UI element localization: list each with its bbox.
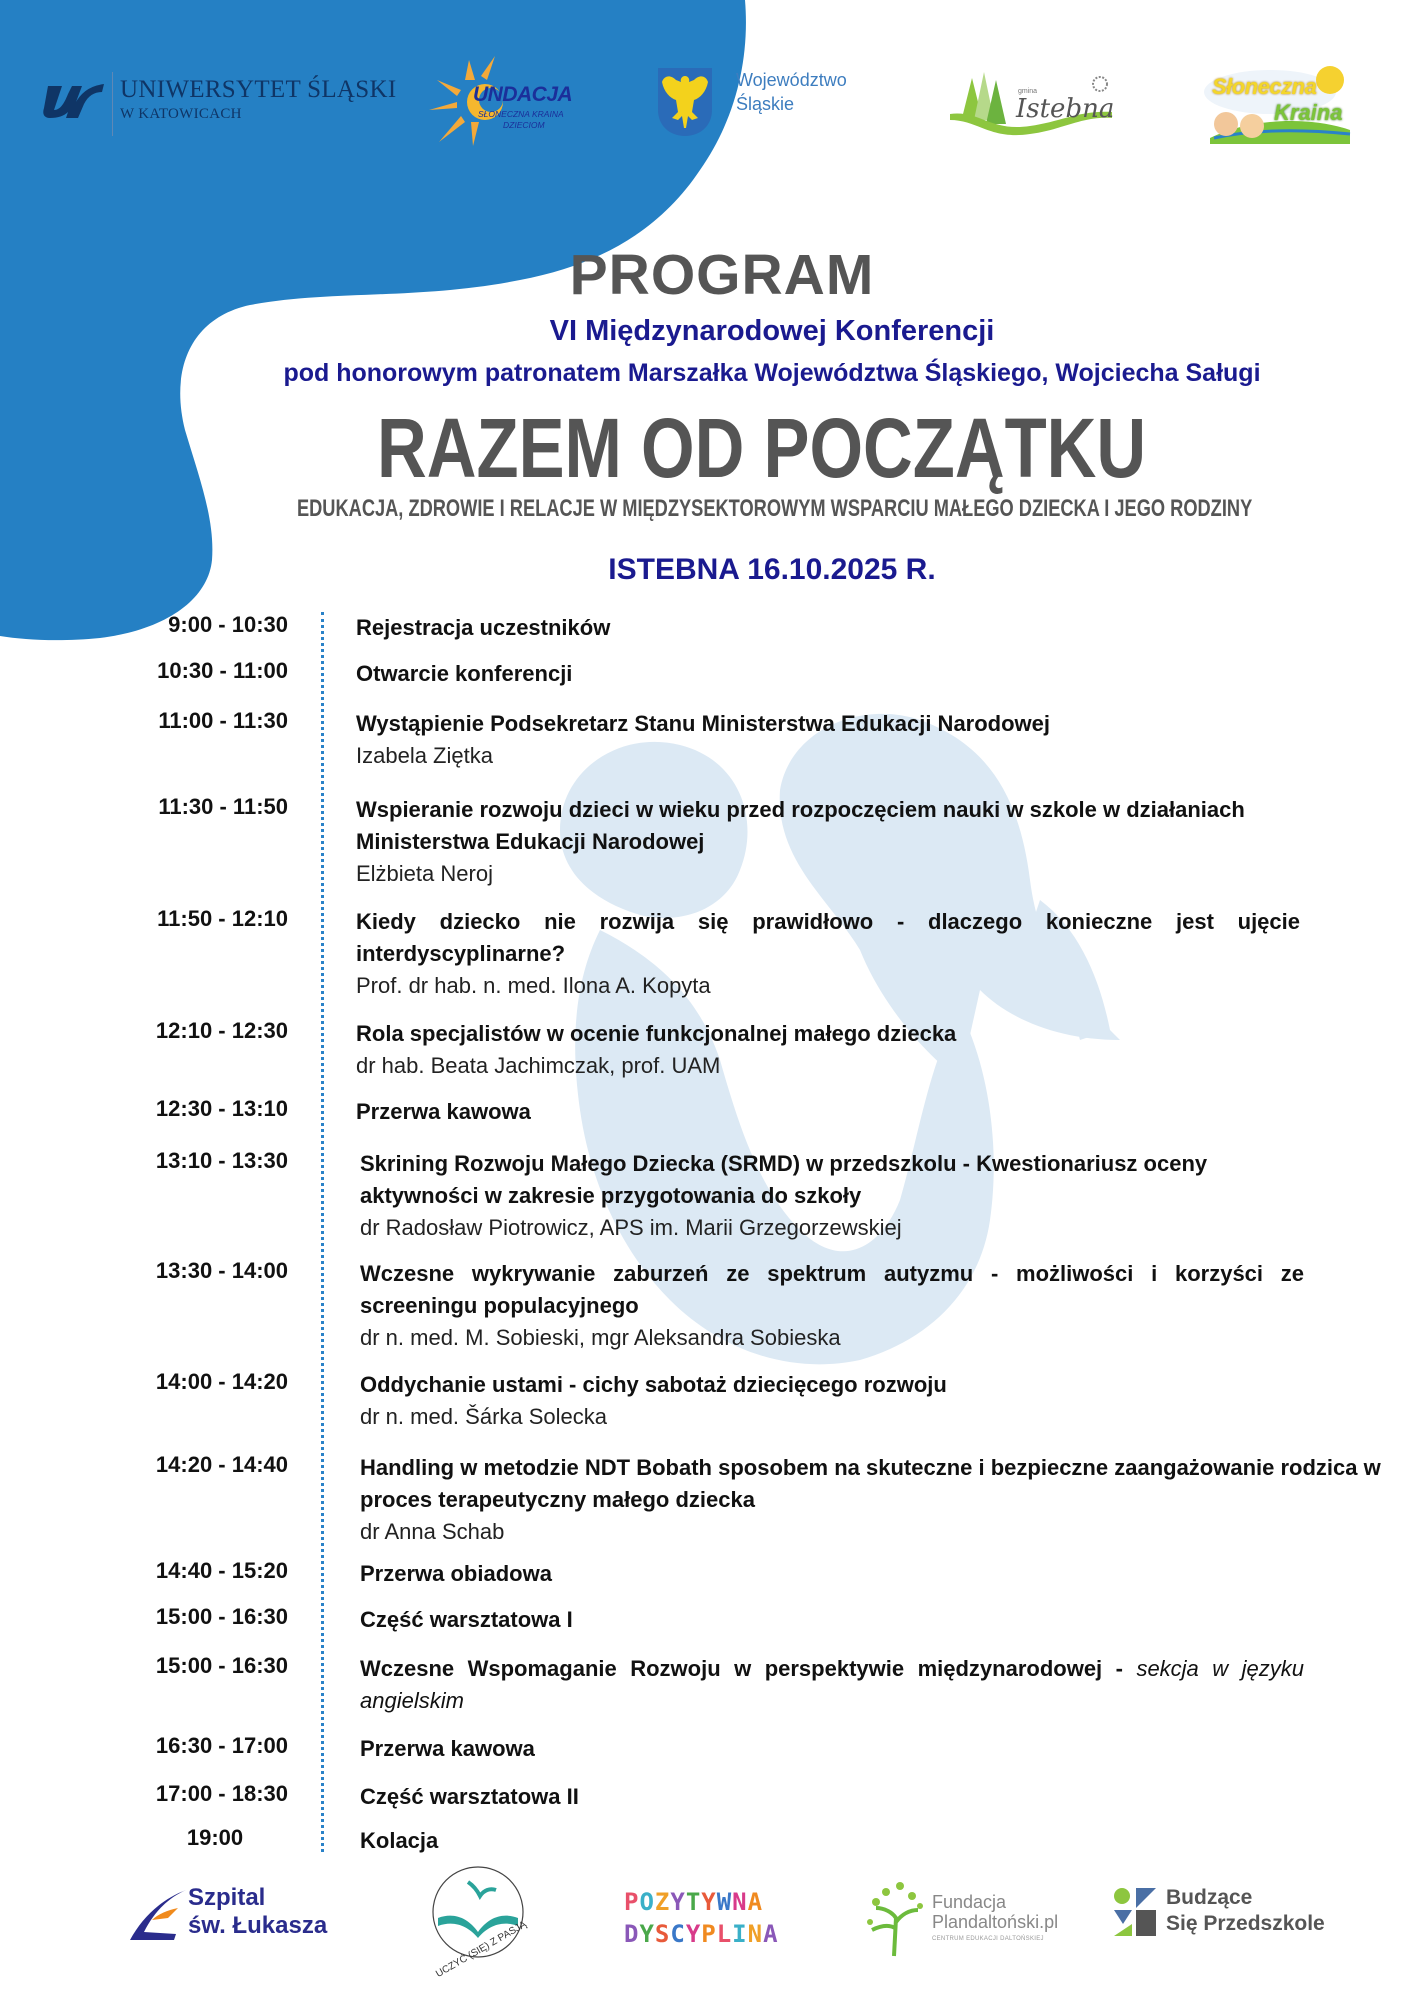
schedule-time: 11:00 - 11:30 <box>158 708 288 733</box>
schedule-time: 11:50 - 12:10 <box>157 906 288 931</box>
schedule-topic: Rola specjalistów w ocenie funkcjonalnej małego dziecka <box>356 1021 957 1046</box>
logo-letter: N <box>732 1888 748 1916</box>
logo-letter: A <box>747 1888 764 1916</box>
logo-letter: Z <box>654 1888 671 1916</box>
plandaltonski-logo <box>862 1878 1062 1958</box>
schedule-time: 11:30 - 11:50 <box>158 794 288 819</box>
logo-letter: N <box>747 1920 764 1948</box>
program-heading: PROGRAM <box>569 243 875 307</box>
logo-letter: C <box>670 1920 686 1948</box>
conference-tagline: EDUKACJA, ZDROWIE I RELACJE W MIĘDZYSEKTOROWYM WSPARCIU MAŁEGO DZIECKA I JEGO RODZINY <box>296 495 1253 522</box>
schedule-speaker: dr Radosław Piotrowicz, APS im. Marii Grzegorzewskiej <box>360 1215 902 1240</box>
pozytywna-text <box>624 1888 763 1916</box>
schedule-time: 17:00 - 18:30 <box>155 1781 288 1806</box>
place-and-date: ISTEBNA 16.10.2025 R. <box>608 553 936 586</box>
budzace-title-2: Się Przedszkole <box>1166 1912 1325 1935</box>
plandaltonski-title: Fundacja <box>932 1892 1007 1912</box>
pozytywna-dyscyplina-logo <box>620 1884 800 1954</box>
sloneczna-title: Słoneczna <box>1212 74 1317 99</box>
university-emblem-icon <box>42 80 104 120</box>
schedule-time: 15:00 - 16:30 <box>155 1604 288 1629</box>
dyscyplina-text <box>624 1920 779 1948</box>
budzace-sie-przedszkole-logo <box>1112 1884 1342 1944</box>
schedule-time: 19:00 <box>186 1825 244 1850</box>
dyscyplina-letters <box>624 1920 779 1948</box>
istebna-commune-logo <box>950 70 1130 140</box>
foundation-title: UNDACJA <box>473 83 573 106</box>
geometric-blocks-icon <box>1112 1886 1158 1938</box>
patronage-subtitle: pod honorowym patronatem Marszałka Województwa Śląskiego, Wojciecha Saługi <box>283 359 1261 387</box>
schedule-time: 13:30 - 14:00 <box>155 1258 288 1283</box>
schedule-topic: Przerwa kawowa <box>360 1736 535 1761</box>
uczyc-z-pasja-logo <box>428 1862 529 1980</box>
schedule-topic: Część warsztatowa I <box>360 1607 573 1632</box>
schedule-time: 10:30 - 11:00 <box>157 658 288 683</box>
sloneczna-kraina-logo <box>1200 58 1360 148</box>
schedule-topic: Wystąpienie Podsekretarz Stanu Ministerstwa Edukacji Narodowej <box>356 711 1051 736</box>
schedule-time: 16:30 - 17:00 <box>155 1733 288 1758</box>
timeline-divider <box>321 612 324 1852</box>
hospital-name-2: św. Łukasza <box>188 1912 328 1939</box>
st-luke-hospital-logo <box>128 1882 348 1952</box>
foundation-subtitle: SŁONECZNA KRAINA <box>478 109 564 119</box>
conference-title: RAZEM OD POCZĄTKU <box>377 401 1147 495</box>
logo-letter: W <box>716 1888 733 1916</box>
logo-letter: A <box>763 1920 779 1948</box>
logo-letter: P <box>701 1920 717 1948</box>
istebna-gmina-label: gmina <box>1018 88 1038 95</box>
schedule-topic <box>360 1653 1304 1717</box>
hospital-emblem-icon <box>128 1888 186 1940</box>
schedule-topic: Część warsztatowa II <box>360 1784 579 1809</box>
budzace-title: Budzące <box>1166 1886 1253 1909</box>
foundation-logo <box>425 50 585 150</box>
logo-letter: T <box>685 1888 702 1916</box>
logo-letter: Y <box>670 1888 686 1916</box>
logo-letter: L <box>716 1920 733 1948</box>
foundation-subtitle-2: DZIECIOM <box>503 120 545 130</box>
schedule-topic: Oddychanie ustami - cichy sabotaż dziecięcego rozwoju <box>360 1372 947 1397</box>
schedule-topic: Handling w metodzie NDT Bobath sposobem na skuteczne i bezpieczne zaangażowanie rodzica w proces terapeutyczny małego dziecka <box>360 1455 1381 1512</box>
logo-divider <box>112 72 113 136</box>
logo-letter: Y <box>639 1920 655 1948</box>
hospital-name: Szpital <box>188 1884 266 1911</box>
schedule-time: 14:00 - 14:20 <box>155 1369 288 1394</box>
logo-letter: Y <box>685 1920 702 1948</box>
logo-letter: D <box>624 1920 640 1948</box>
university-city: W KATOWICACH <box>120 106 242 122</box>
schedule-topic: Skrining Rozwoju Małego Dziecka (SRMD) w przedszkolu - Kwestionariusz oceny aktywności w zakresie przygotowania do szkoły <box>360 1151 1208 1208</box>
schedule-time: 9:00 - 10:30 <box>168 612 288 637</box>
schedule-speaker: dr hab. Beata Jachimczak, prof. UAM <box>356 1053 721 1078</box>
schedule-topic: Kolacja <box>360 1828 439 1853</box>
schedule-speaker: dr n. med. Šárka Solecka <box>360 1404 608 1429</box>
silesian-voivodeship-logo <box>656 66 866 146</box>
logo-letter: S <box>654 1920 671 1948</box>
plandaltonski-tagline: CENTRUM EDUKACJI DALTOŃSKIEJ <box>932 1936 1044 1942</box>
schedule-speaker: Izabela Ziętka <box>356 743 493 768</box>
schedule-speaker: dr Anna Schab <box>360 1519 505 1544</box>
schedule-time: 13:10 - 13:30 <box>155 1148 288 1173</box>
university-of-silesia-logo <box>42 72 397 138</box>
pozytywna-letters <box>624 1888 763 1916</box>
schedule-topic: Przerwa kawowa <box>356 1099 531 1124</box>
voivodeship-name: Województwo <box>736 70 847 90</box>
uczyc-motto: UCZYĆ (SIĘ) Z PASJĄ <box>434 1919 529 1980</box>
schedule-topic: Otwarcie konferencji <box>356 661 573 686</box>
schedule-topic: Wspieranie rozwoju dzieci w wieku przed rozpoczęciem nauki w szkole w działaniach Ministerstwa Edukacji Narodowej <box>356 797 1245 854</box>
logo-letter: Y <box>701 1888 717 1916</box>
university-name: UNIWERSYTET ŚLĄSKI <box>120 76 397 103</box>
plandaltonski-domain: Plandaltoński.pl <box>932 1912 1059 1932</box>
schedule-topic-note: sekcja w języku angielskim <box>360 1656 1304 1713</box>
schedule-topic: Wczesne wykrywanie zaburzeń ze spektrum autyzmu - możliwości i korzyści ze screeningu populacyjnego <box>360 1261 1304 1318</box>
eagle-coat-of-arms-icon <box>656 66 714 138</box>
tree-person-icon <box>862 1878 926 1958</box>
schedule-time: 14:20 - 14:40 <box>155 1452 288 1477</box>
schedule-time: 14:40 - 15:20 <box>155 1558 288 1583</box>
schedule-topic: Kiedy dziecko nie rozwija się prawidłowo - dlaczego konieczne jest ujęcie interdyscyplinarne? <box>356 909 1300 966</box>
logo-letter: P <box>624 1888 640 1916</box>
istebna-name: Istebna <box>1016 94 1115 124</box>
schedule-time: 15:00 - 16:30 <box>155 1653 288 1678</box>
voivodeship-name-2: Śląskie <box>736 94 795 114</box>
logo-letter: I <box>732 1920 748 1948</box>
schedule-topic-main: Wczesne Wspomaganie Rozwoju w perspektywie międzynarodowej - <box>360 1656 1137 1681</box>
conference-subtitle: VI Międzynarodowej Konferencji <box>549 315 995 347</box>
schedule-speaker: Elżbieta Neroj <box>356 861 493 886</box>
schedule-speaker: Prof. dr hab. n. med. Ilona A. Kopyta <box>356 973 711 998</box>
schedule-time: 12:30 - 13:10 <box>155 1096 288 1121</box>
logo-letter: O <box>639 1888 655 1916</box>
kraina-title: Kraina <box>1274 100 1343 125</box>
schedule-time: 12:10 - 12:30 <box>155 1018 288 1043</box>
schedule-topic: Rejestracja uczestników <box>356 615 611 640</box>
schedule-topic: Przerwa obiadowa <box>360 1561 552 1586</box>
schedule-speaker: dr n. med. M. Sobieski, mgr Aleksandra Sobieska <box>360 1325 841 1350</box>
